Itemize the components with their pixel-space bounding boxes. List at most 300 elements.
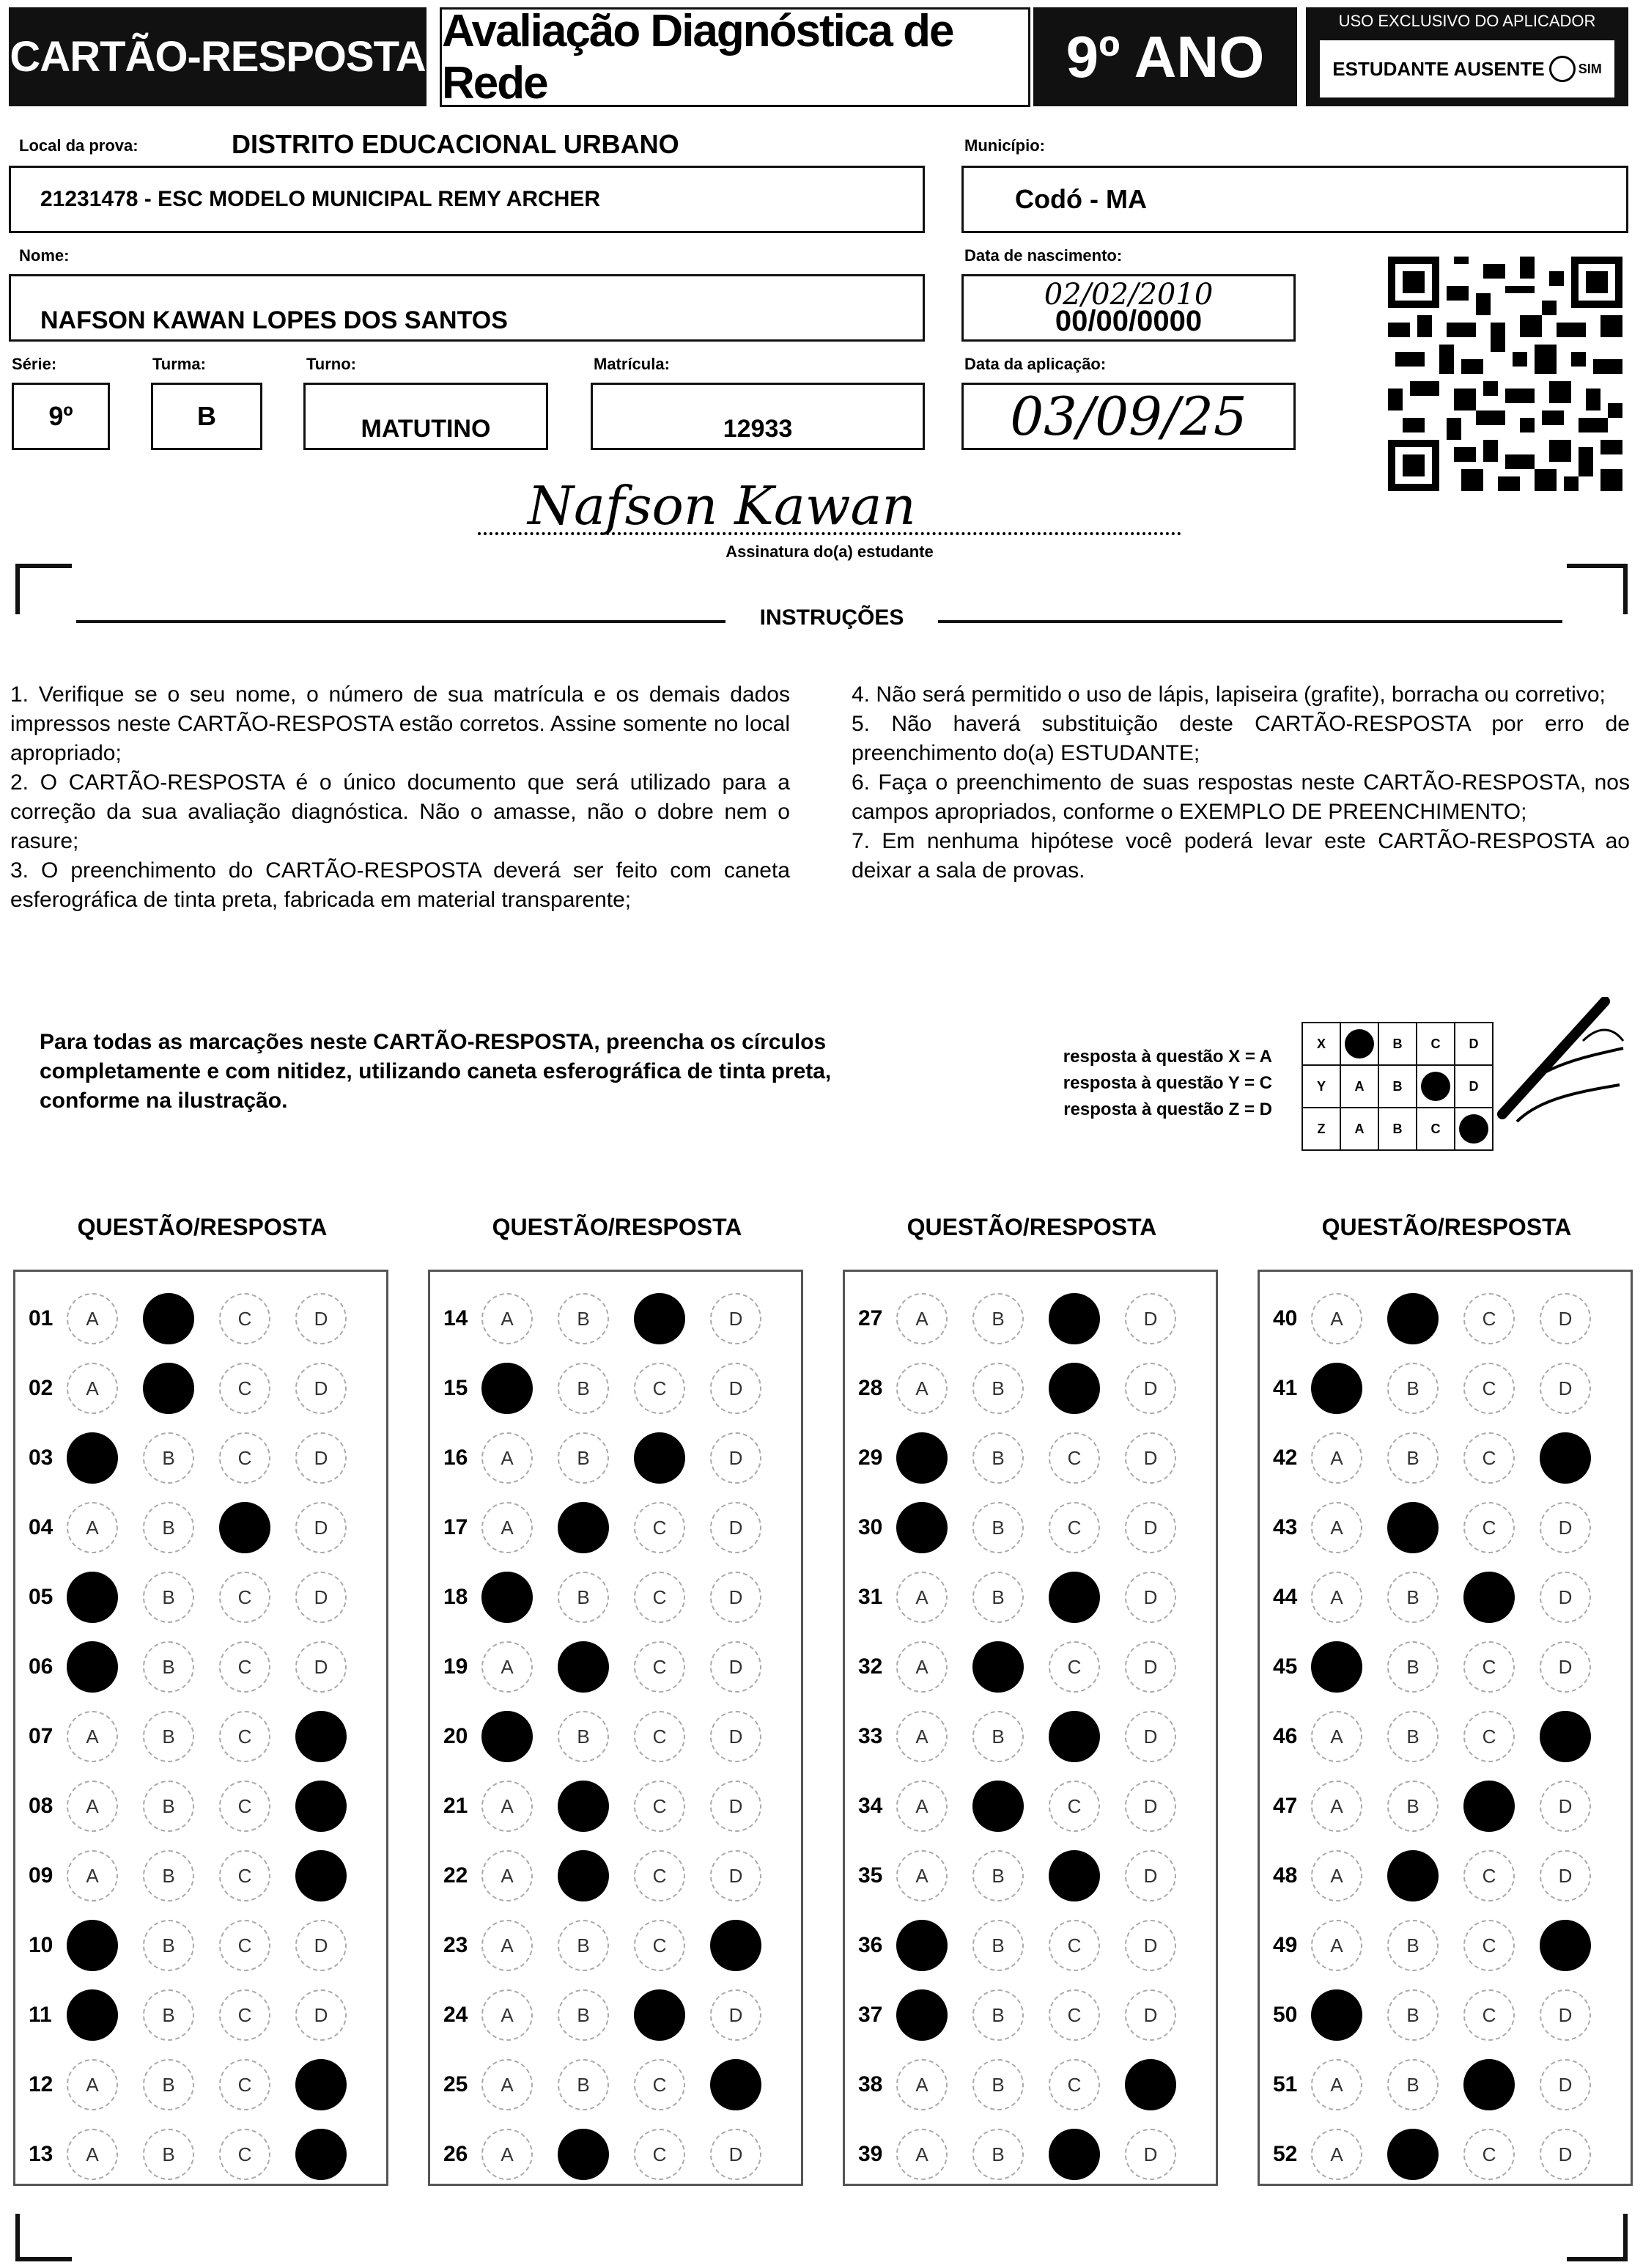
answer-bubble[interactable]: D [295, 1293, 347, 1344]
answer-bubble[interactable]: B [1387, 1432, 1439, 1484]
matricula-value: 12933 [723, 415, 793, 443]
answer-bubble[interactable]: A [67, 1850, 118, 1901]
answer-row [845, 1923, 1201, 1967]
answer-bubble[interactable]: D [1125, 1711, 1176, 1762]
answer-bubble-filled[interactable] [1463, 1572, 1515, 1623]
answer-row [430, 1297, 786, 1341]
answer-bubble[interactable]: C [219, 2059, 270, 2110]
answer-bubble-filled[interactable] [67, 1989, 118, 2041]
answer-row [1260, 1575, 1616, 1619]
answer-bubble[interactable]: D [1540, 1572, 1591, 1623]
answer-bubble[interactable]: D [295, 1920, 347, 1971]
answer-bubble-filled[interactable] [634, 1989, 685, 2041]
signature-label: Assinatura do(a) estudante [725, 542, 934, 561]
answer-bubble[interactable]: A [67, 1711, 118, 1762]
answer-bubble[interactable]: B [143, 2129, 194, 2180]
answer-bubble[interactable]: A [481, 1989, 533, 2041]
example-option: B [1378, 1023, 1417, 1065]
question-number: 38 [858, 2072, 883, 2096]
answer-bubble-filled[interactable] [1387, 1850, 1439, 1901]
answer-bubble[interactable]: B [972, 1572, 1024, 1623]
answer-bubble[interactable]: D [710, 1432, 761, 1484]
answer-bubble[interactable]: B [1387, 1572, 1439, 1623]
signature-handwritten: Nafson Kawan [528, 475, 916, 537]
answer-bubble[interactable]: B [143, 1572, 194, 1623]
answer-bubble[interactable]: D [1125, 1920, 1176, 1971]
example-option: D [1455, 1065, 1493, 1108]
answer-bubble-filled[interactable] [710, 1920, 761, 1971]
answer-bubble[interactable]: A [1311, 1432, 1362, 1484]
example-line: resposta à questão Y = C [1063, 1073, 1272, 1093]
instruction-item: 1. Verifique se o seu nome, o número de sua matrícula e os demais dados impressos neste CARTÃO-RESPOSTA estão corretos. Assine somente no local apropriado; [10, 682, 790, 765]
answer-bubble[interactable]: D [1540, 1502, 1591, 1553]
answer-bubble[interactable]: B [972, 1432, 1024, 1484]
answer-row [1260, 1297, 1616, 1341]
example-option: A [1340, 1065, 1378, 1108]
answer-bubble[interactable]: A [1311, 2129, 1362, 2180]
answer-bubble[interactable]: A [896, 1641, 948, 1693]
answer-bubble-filled[interactable] [1311, 1363, 1362, 1414]
answer-bubble[interactable]: A [481, 1432, 533, 1484]
answer-bubble[interactable]: C [1049, 1920, 1100, 1971]
answer-bubble[interactable]: C [219, 1781, 270, 1832]
answer-bubble[interactable]: D [295, 1502, 347, 1553]
answer-bubble[interactable]: B [143, 1711, 194, 1762]
answer-bubble[interactable]: D [710, 1293, 761, 1344]
answer-bubble-filled[interactable] [143, 1293, 194, 1344]
answer-bubble[interactable]: A [896, 1572, 948, 1623]
answer-bubble[interactable]: B [1387, 1989, 1439, 2041]
question-number: 42 [1273, 1446, 1298, 1470]
question-number: 04 [29, 1515, 53, 1539]
answer-bubble[interactable]: C [1463, 1502, 1515, 1553]
example-option: C [1417, 1023, 1455, 1065]
answer-bubble[interactable]: C [1049, 1641, 1100, 1693]
answer-bubble[interactable]: B [1387, 1920, 1439, 1971]
answer-bubble[interactable]: A [896, 2129, 948, 2180]
question-number: 07 [29, 1724, 53, 1748]
answer-bubble-filled[interactable] [481, 1363, 533, 1414]
matricula-label: Matrícula: [594, 355, 670, 373]
answer-row [845, 1854, 1201, 1898]
answer-bubble[interactable]: D [295, 1989, 347, 2041]
student-absent-label: ESTUDANTE AUSENTE [1332, 57, 1545, 80]
answer-bubble[interactable]: C [1463, 1920, 1515, 1971]
answer-bubble[interactable]: C [1463, 1363, 1515, 1414]
answer-bubble[interactable]: C [219, 1711, 270, 1762]
answer-bubble[interactable]: D [1540, 2129, 1591, 2180]
column-header: QUESTÃO/RESPOSTA [77, 1214, 328, 1240]
answer-bubble[interactable]: C [634, 1711, 685, 1762]
answer-bubble-filled[interactable] [1311, 1989, 1362, 2041]
answer-bubble[interactable]: A [896, 2059, 948, 2110]
answer-bubble-filled[interactable] [1387, 1502, 1439, 1553]
answer-bubble[interactable]: D [710, 1850, 761, 1901]
answer-bubble-filled[interactable] [558, 1850, 609, 1901]
nome-label: Nome: [19, 246, 70, 265]
answer-bubble[interactable]: A [481, 1293, 533, 1344]
answer-bubble[interactable]: B [972, 1293, 1024, 1344]
answer-row [430, 1854, 786, 1898]
answer-bubble[interactable]: B [558, 1572, 609, 1623]
answer-bubble-filled[interactable] [1463, 2059, 1515, 2110]
answer-bubble-filled[interactable] [558, 1641, 609, 1693]
instruction-item: 7. Em nenhuma hipótese você poderá levar este CARTÃO-RESPOSTA ao deixar a sala de provas. [852, 829, 1630, 883]
local-label: Local da prova: [19, 136, 139, 155]
answer-bubble[interactable]: A [481, 1781, 533, 1832]
example-row [1302, 1108, 1493, 1150]
answer-bubble[interactable]: D [1125, 1432, 1176, 1484]
answer-row [15, 1993, 372, 2037]
answer-bubble[interactable]: C [634, 1363, 685, 1414]
local-value: DISTRITO EDUCACIONAL URBANO [232, 129, 679, 159]
answer-bubble[interactable]: A [67, 2129, 118, 2180]
answer-row [15, 1854, 372, 1898]
answer-bubble[interactable]: B [558, 1920, 609, 1971]
answer-row [15, 2063, 372, 2107]
answer-bubble[interactable]: B [972, 1850, 1024, 1901]
answer-bubble[interactable]: C [1049, 1502, 1100, 1553]
answer-bubble[interactable]: D [1125, 1641, 1176, 1693]
answer-bubble-filled[interactable] [1049, 1850, 1100, 1901]
answer-panel [843, 1270, 1218, 2186]
answer-bubble[interactable]: B [558, 1989, 609, 2041]
answer-bubble[interactable]: A [1311, 1850, 1362, 1901]
answer-bubble[interactable]: D [1540, 1641, 1591, 1693]
question-number: 06 [29, 1654, 53, 1679]
answer-bubble[interactable]: D [1125, 1502, 1176, 1553]
answer-bubble[interactable]: B [558, 1432, 609, 1484]
answer-bubble[interactable]: C [1463, 1850, 1515, 1901]
answer-bubble[interactable]: B [1387, 1363, 1439, 1414]
answer-bubble[interactable]: A [67, 1293, 118, 1344]
answer-bubble[interactable]: D [1540, 1363, 1591, 1414]
answer-bubble[interactable]: C [219, 1363, 270, 1414]
answer-bubble[interactable]: D [295, 1641, 347, 1693]
question-number: 11 [29, 2003, 52, 2027]
answer-bubble[interactable]: D [1125, 1293, 1176, 1344]
answer-bubble[interactable]: A [896, 1363, 948, 1414]
answer-bubble[interactable]: C [219, 2129, 270, 2180]
answer-bubble-filled[interactable] [1387, 2129, 1439, 2180]
answer-bubble-filled[interactable] [67, 1572, 118, 1623]
pen-hand-icon [1473, 997, 1627, 1144]
answer-bubble[interactable]: B [972, 1989, 1024, 2041]
question-number: 52 [1273, 2142, 1298, 2166]
answer-bubble[interactable]: A [481, 2059, 533, 2110]
answer-bubble[interactable]: C [219, 1293, 270, 1344]
answer-row [845, 1715, 1201, 1759]
filled-dot [1421, 1072, 1450, 1101]
answer-bubble[interactable]: B [143, 1781, 194, 1832]
instruction-item: 5. Não haverá substituição deste CARTÃO-RESPOSTA por erro de preenchimento do(a) ESTUDANTE; [852, 712, 1630, 765]
answer-row [1260, 1923, 1616, 1967]
answer-bubble[interactable]: D [1540, 2059, 1591, 2110]
answer-bubble-filled[interactable] [295, 2059, 347, 2110]
answer-bubble-filled[interactable] [634, 1293, 685, 1344]
answer-bubble[interactable]: A [896, 1781, 948, 1832]
question-number: 19 [443, 1654, 468, 1679]
example-filled-bubble [1417, 1065, 1455, 1108]
answer-bubble[interactable]: C [634, 2129, 685, 2180]
answer-bubble[interactable]: C [1049, 2059, 1100, 2110]
answer-bubble[interactable]: A [67, 1363, 118, 1414]
answer-bubble[interactable]: D [295, 1363, 347, 1414]
answer-bubble[interactable]: D [295, 1572, 347, 1623]
answer-bubble[interactable]: B [972, 2059, 1024, 2110]
answer-bubble[interactable]: B [1387, 1641, 1439, 1693]
answer-bubble[interactable]: A [481, 1502, 533, 1553]
answer-bubble[interactable]: C [1463, 1711, 1515, 1762]
answer-bubble-filled[interactable] [1049, 1293, 1100, 1344]
answer-bubble[interactable]: C [1463, 1293, 1515, 1344]
answer-bubble[interactable]: C [219, 1920, 270, 1971]
answer-bubble[interactable]: A [67, 1502, 118, 1553]
answer-bubble[interactable]: D [1540, 1781, 1591, 1832]
answer-bubble[interactable]: B [1387, 2059, 1439, 2110]
nome-value: NAFSON KAWAN LOPES DOS SANTOS [40, 306, 508, 334]
answer-bubble[interactable]: A [1311, 1572, 1362, 1623]
applicator-label: USO EXCLUSIVO DO APLICADOR [1338, 12, 1596, 30]
answer-row [15, 1715, 372, 1759]
answer-bubble-filled[interactable] [1540, 1432, 1591, 1484]
answer-row [15, 1923, 372, 1967]
aplicacao-label: Data da aplicação: [964, 355, 1107, 373]
question-number: 21 [443, 1794, 468, 1818]
answer-bubble[interactable]: A [896, 1850, 948, 1901]
question-number: 20 [443, 1724, 468, 1748]
answer-bubble[interactable]: A [1311, 1293, 1362, 1344]
answer-bubble-filled[interactable] [1463, 1781, 1515, 1832]
answer-row [845, 1436, 1201, 1480]
answer-bubble[interactable]: B [1387, 1711, 1439, 1762]
answer-bubble[interactable]: C [219, 1641, 270, 1693]
column-header: QUESTÃO/RESPOSTA [492, 1214, 742, 1240]
answer-bubble[interactable]: D [1125, 1850, 1176, 1901]
answer-row [430, 1784, 786, 1828]
question-number: 47 [1273, 1794, 1298, 1818]
answer-bubble[interactable]: D [1540, 1989, 1591, 2041]
answer-bubble-filled[interactable] [67, 1641, 118, 1693]
answer-bubble[interactable]: D [1125, 1989, 1176, 2041]
answer-bubble[interactable]: A [896, 1711, 948, 1762]
answer-bubble-filled[interactable] [143, 1363, 194, 1414]
answer-bubble[interactable]: C [634, 1572, 685, 1623]
municipio-value: Codó - MA [1015, 184, 1147, 214]
answer-row [1260, 1436, 1616, 1480]
fill-instructions: Para todas as marcações neste CARTÃO-RESPOSTA, preencha os círculos completamente e com nitidez, utilizando caneta esferográfica de tinta preta, conforme na ilustração. [40, 1030, 832, 1113]
answer-bubble[interactable]: C [634, 1641, 685, 1693]
answer-bubble-filled[interactable] [1540, 1920, 1591, 1971]
question-number: 46 [1273, 1724, 1298, 1748]
answer-bubble[interactable]: A [67, 2059, 118, 2110]
answer-bubble[interactable]: C [634, 1850, 685, 1901]
answer-bubble[interactable]: B [143, 2059, 194, 2110]
answer-row [430, 1645, 786, 1689]
answer-bubble[interactable]: C [634, 1920, 685, 1971]
answer-bubble[interactable]: B [972, 2129, 1024, 2180]
example-line: resposta à questão X = A [1063, 1047, 1272, 1067]
answer-bubble[interactable]: D [710, 1781, 761, 1832]
answer-bubble[interactable]: B [1387, 1781, 1439, 1832]
answer-bubble[interactable]: A [67, 1781, 118, 1832]
answer-bubble[interactable]: D [1125, 1363, 1176, 1414]
answer-bubble[interactable]: D [1125, 1781, 1176, 1832]
answer-bubble[interactable]: B [558, 1293, 609, 1344]
answer-bubble[interactable]: A [896, 1293, 948, 1344]
filled-dot [1345, 1029, 1374, 1058]
answer-bubble[interactable]: C [1049, 1781, 1100, 1832]
answer-bubble-filled[interactable] [1125, 2059, 1176, 2110]
answer-bubble[interactable]: D [710, 1711, 761, 1762]
answer-bubble[interactable]: C [634, 2059, 685, 2110]
answer-bubble-filled[interactable] [558, 1502, 609, 1553]
answer-bubble[interactable]: C [1463, 2129, 1515, 2180]
answer-bubble[interactable]: C [1463, 1641, 1515, 1693]
answer-row [15, 1436, 372, 1480]
answer-bubble-filled[interactable] [972, 1641, 1024, 1693]
answer-bubble-filled[interactable] [1540, 1711, 1591, 1762]
answer-bubble[interactable]: B [972, 1502, 1024, 1553]
answer-bubble[interactable]: B [143, 1920, 194, 1971]
answer-bubble-filled[interactable] [1387, 1293, 1439, 1344]
answer-row [1260, 2132, 1616, 2176]
answer-bubble[interactable]: B [143, 1850, 194, 1901]
answer-bubble-filled[interactable] [1049, 1572, 1100, 1623]
answer-bubble[interactable]: D [1540, 1850, 1591, 1901]
question-number: 02 [29, 1376, 53, 1400]
answer-bubble[interactable]: B [972, 1920, 1024, 1971]
question-number: 09 [29, 1863, 53, 1888]
answer-row [1260, 1645, 1616, 1689]
example-legend [1035, 1044, 1272, 1123]
answer-bubble-filled[interactable] [295, 1711, 347, 1762]
column-header: QUESTÃO/RESPOSTA [907, 1214, 1157, 1240]
answer-bubble[interactable]: C [634, 1502, 685, 1553]
answer-bubble-filled[interactable] [558, 1781, 609, 1832]
answer-bubble[interactable]: B [558, 1711, 609, 1762]
answer-bubble-filled[interactable] [67, 1920, 118, 1971]
answer-bubble[interactable]: B [143, 1641, 194, 1693]
answer-bubble-filled[interactable] [558, 2129, 609, 2180]
answer-bubble[interactable]: C [1049, 1989, 1100, 2041]
answer-bubble-filled[interactable] [710, 2059, 761, 2110]
question-number: 32 [858, 1654, 883, 1679]
question-number: 27 [858, 1306, 883, 1330]
answer-row [15, 1645, 372, 1689]
answer-bubble-filled[interactable] [634, 1432, 685, 1484]
answer-bubble[interactable]: B [558, 2059, 609, 2110]
answer-row [430, 1923, 786, 1967]
answer-bubble[interactable]: A [481, 2129, 533, 2180]
answer-bubble[interactable]: C [219, 1572, 270, 1623]
answer-bubble-filled[interactable] [295, 1850, 347, 1901]
answer-bubble[interactable]: C [1049, 1432, 1100, 1484]
question-number: 23 [443, 1933, 468, 1957]
answer-bubble-filled[interactable] [1049, 2129, 1100, 2180]
answer-bubble-filled[interactable] [1049, 1711, 1100, 1762]
answer-bubble[interactable]: A [1311, 1920, 1362, 1971]
answer-bubble-filled[interactable] [481, 1711, 533, 1762]
answer-bubble[interactable]: A [1311, 2059, 1362, 2110]
answer-bubble[interactable]: C [219, 1432, 270, 1484]
answer-bubble-filled[interactable] [896, 1920, 948, 1971]
answer-row [430, 1506, 786, 1550]
answer-row [430, 1436, 786, 1480]
answer-bubble-filled[interactable] [295, 1781, 347, 1832]
answer-bubble[interactable]: B [972, 1711, 1024, 1762]
answer-bubble[interactable]: A [1311, 1502, 1362, 1553]
example-option: A [1340, 1108, 1378, 1150]
example-line: resposta à questão Z = D [1063, 1100, 1272, 1119]
answer-bubble[interactable]: A [481, 1641, 533, 1693]
answer-panel [428, 1270, 803, 2186]
evaluation-title: Avaliação Diagnóstica de Rede [440, 7, 1030, 107]
example-option: B [1378, 1065, 1417, 1108]
answer-bubble[interactable]: C [219, 1989, 270, 2041]
answer-bubble[interactable]: D [295, 1432, 347, 1484]
answer-bubble-filled[interactable] [67, 1432, 118, 1484]
answer-bubble[interactable]: C [1463, 1989, 1515, 2041]
question-number: 16 [443, 1446, 468, 1470]
answer-row [15, 1575, 372, 1619]
answer-row [845, 1575, 1201, 1619]
answer-bubble[interactable]: C [219, 1850, 270, 1901]
answer-row [15, 1784, 372, 1828]
answer-bubble-filled[interactable] [896, 1989, 948, 2041]
answer-bubble[interactable]: A [1311, 1711, 1362, 1762]
answer-bubble[interactable]: B [558, 1363, 609, 1414]
answer-bubble-filled[interactable] [481, 1572, 533, 1623]
answer-bubble[interactable]: A [481, 1850, 533, 1901]
answer-row [430, 1575, 786, 1619]
answer-bubble[interactable]: D [710, 2129, 761, 2180]
answer-bubble[interactable]: D [710, 1363, 761, 1414]
answer-bubble[interactable]: D [1125, 1572, 1176, 1623]
question-number: 35 [858, 1863, 883, 1888]
answer-bubble-filled[interactable] [896, 1432, 948, 1484]
instruction-item: 6. Faça o preenchimento de suas respostas neste CARTÃO-RESPOSTA, nos campos apropriados, conforme o EXEMPLO DE PREENCHIMENTO; [852, 770, 1630, 824]
answer-bubble[interactable]: D [710, 1572, 761, 1623]
answer-bubble-filled[interactable] [219, 1502, 270, 1553]
answer-bubble[interactable]: A [481, 1920, 533, 1971]
question-number: 24 [443, 2003, 468, 2027]
answer-bubble-filled[interactable] [295, 2129, 347, 2180]
serie-label: Série: [12, 355, 57, 373]
answer-row [845, 1645, 1201, 1689]
answer-bubble[interactable]: D [710, 1641, 761, 1693]
answer-bubble[interactable]: D [710, 1989, 761, 2041]
question-number: 10 [29, 1933, 53, 1957]
answer-bubble-filled[interactable] [896, 1502, 948, 1553]
answer-bubble-filled[interactable] [1311, 1641, 1362, 1693]
answer-bubble[interactable]: A [1311, 1781, 1362, 1832]
question-number: 30 [858, 1515, 883, 1539]
answer-bubble[interactable]: C [1463, 1432, 1515, 1484]
answer-bubble[interactable]: D [1540, 1293, 1591, 1344]
answer-bubble-filled[interactable] [1049, 1363, 1100, 1414]
answer-bubble[interactable]: B [143, 1502, 194, 1553]
answer-bubble[interactable]: B [972, 1363, 1024, 1414]
answer-bubble[interactable]: B [143, 1989, 194, 2041]
answer-bubble[interactable]: D [710, 1502, 761, 1553]
answer-bubble-filled[interactable] [972, 1781, 1024, 1832]
serie-value: 9º [48, 401, 73, 431]
answer-row [845, 1297, 1201, 1341]
answer-bubble[interactable]: C [634, 1781, 685, 1832]
answer-bubble[interactable]: B [143, 1432, 194, 1484]
answer-bubble[interactable]: D [1125, 2129, 1176, 2180]
